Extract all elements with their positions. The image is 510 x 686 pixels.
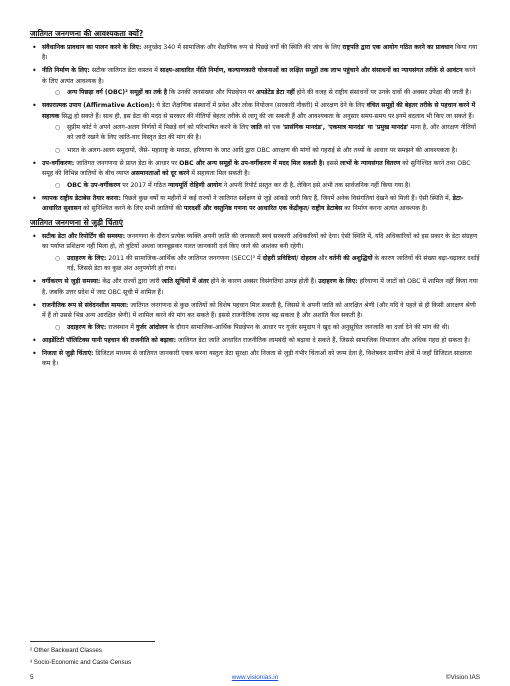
section-heading-concerns: जातिगत जनगणना से जुड़ी चिंताएं <box>30 218 123 228</box>
section-heading-need: जातिगत जनगणना की आवश्यकता क्यों? <box>30 29 144 38</box>
sub-list-item: ○ OBC के उप-वर्गीकरण पर 2017 में गठित न्यायमूर्ति रोहिणी आयोग ने अपनी रिपोर्ट प्रस्तुत कर दी है, लेकिन इसे अभी तक सार्वजनिक नहीं किया गया है। <box>42 181 480 191</box>
sub-list-item: ○ अन्य पिछड़ा वर्ग (OBC)² समूहों का तर्क है कि उनकी जनसंख्या और पिछड़ेपन पर अपडेटेड डेटा नहीं होने की वजह से राष्ट्रीय संसाधनों पर उनके दावों की अक्सर उपेक्षा की जाती है। <box>42 88 480 98</box>
list-item: • संवैधानिक प्रावधान का पालन करने के लिए: अनुच्छेद 340 में सामाजिक और शैक्षणिक रूप से पिछड़े वर्गों की स्थिति की जांच के लिए राष्ट्रपति द्वारा एक आयोग गठित करने का प्रावधान किया गया है। <box>30 43 480 64</box>
concerns-list <box>30 232 480 369</box>
list-item: • सकारात्मक उपाय (Affirmative Action): ये डेटा शैक्षणिक संस्थानों में प्रवेश और लोक नियोजन (सरकारी नौकरी) में आरक्षण देने के लिए वंचित समूहों की बेहतर तरीके से पहचान करने में सहायक सिद्ध हो सकते हैं। साथ ही, इस डेटा की मदद से सरकार की नीतियों बेहतर तरीके से लागू की जा सकती हैं और आवश्यकता के अनुसार समय-समय पर इनमें बदलाव भी किए जा सकते हैं। ○ सुप्रीम कोर्ट ने अपने अलग-अलग निर्णयों में पिछड़े वर्ग को परिभाषित करने के लिए जाति को एक 'प्रासंगिक मानदंड', 'एकमात्र मानदंड' या 'प्रमुख मानदंड' माना है, और आरक्षण नीतियों को जारी रखने के लिए जाति-वार विस्तृत डेटा की मांग की है। ○ भारत के अलग-अलग समुदायों, जैसे- महाराष्ट्र के मराठा, हरियाणा के जाट आदि द्वारा OBC आरक्षण की मांगों को गहराई से और तथ्यों के आधार पर समझने की आवश्यकता है। <box>30 101 480 156</box>
footnote-2: ² Other Backward Classes <box>30 647 102 654</box>
list-item: • राजनीतिक रूप से संवेदनशील मामला: जातिगत जनगणना से कुछ जातियों को विशेष पहचान मिल सकती है, जिससे वे अपनी जाति को आरक्षित श्रेणी (और यदि वे पहले से ही किसी आरक्षण श्रेणी में हैं तो उससे भिन्न अन्य आरक्षित श्रेणी) में शामिल करने की मांग कर सकते हैं। इससे राजनीतिक तनाव बढ़ सकता है और अशांति फैल सकती है। ○ उदाहरण के लिए: राजस्थान में गुर्जर आंदोलन के दौरान सामाजिक-आर्थिक पिछड़ेपन के आधार पर गुर्जर समुदाय ने खुद को अनुसूचित जनजाति का दर्जा देने की मांग की थी। <box>30 301 480 333</box>
list-item: • आइडेंटिटी पॉलिटिक्स यानी पहचान की राजनीति को बढ़ावा: जातिगत डेटा जाति आधारित राजनीतिक लामबंदी को बढ़ावा दे सकते हैं, जिससे सामाजिक विभाजन और अधिक गहरा हो सकता है। <box>30 336 480 346</box>
list-item: • निजता से जुड़ी चिंताएं: डिजिटल माध्यम से जातिगत जानकारी एकत्र करना वस्तुतः डेटा सुरक्षा और निजता से जुड़ी गंभीर चिंताओं को जन्म देता है, विशेषकर ग्रामीण क्षेत्रों में जहाँ डिजिटल साक्षरता कम है। <box>30 349 480 370</box>
list-item: • वर्गीकरण से जुड़ी समस्या: केंद्र और राज्यों द्वारा जारी जाति सूचियों में अंतर होने के कारण अक्सर विसंगतियां उत्पन्न होती हैं। उदाहरण के लिए: हरियाणा में जाटों को OBC में शामिल नहीं किया गया है, जबकि उत्तर प्रदेश में जाट OBC सूची में शामिल हैं। <box>30 277 480 298</box>
sub-list-item: ○ उदाहरण के लिए: राजस्थान में गुर्जर आंदोलन के दौरान सामाजिक-आर्थिक पिछड़ेपन के आधार पर गुर्जर समुदाय ने खुद को अनुसूचित जनजाति का दर्जा देने की मांग की थी। <box>42 323 480 333</box>
brand-label: ©Vision IAS <box>445 674 480 681</box>
sub-list-item: ○ सुप्रीम कोर्ट ने अपने अलग-अलग निर्णयों में पिछड़े वर्ग को परिभाषित करने के लिए जाति को एक 'प्रासंगिक मानदंड', 'एकमात्र मानदंड' या 'प्रमुख मानदंड' माना है, और आरक्षण नीतियों को जारी रखने के लिए जाति-वार विस्तृत डेटा की मांग की है। <box>42 123 480 144</box>
sub-list-item: ○ उदाहरण के लिए: 2011 की सामाजिक-आर्थिक और जातिगत जनगणना (SECC)³ में दोहरी प्रविष्टियां/ दोहराव और वर्तनी की अशुद्धियों के कारण जातियों की संख्या बढ़ा-चढ़ाकर दर्शाई गई, जिससे डेटा का कुछ अंश अनुपयोगी हो गया। <box>42 254 480 275</box>
list-item: • उप-वर्गीकरण: जातिगत जनगणना से प्राप्त डेटा के आधार पर OBC और अन्य समूहों के उप-वर्गीकरण में मदद मिल सकती है। इससे लाभों के न्यायसंगत वितरण को सुनिश्चित करने तथा OBC समूह की विभिन्न जातियों के बीच व्याप्त असमानताओं को दूर करने में सहायता मिल सकती है। ○ OBC के उप-वर्गीकरण पर 2017 में गठित न्यायमूर्ति रोहिणी आयोग ने अपनी रिपोर्ट प्रस्तुत कर दी है, लेकिन इसे अभी तक सार्वजनिक नहीं किया गया है। <box>30 159 480 191</box>
need-list <box>30 43 480 214</box>
page-number: 5 <box>30 674 34 681</box>
list-item: • व्यापक राष्ट्रीय डेटाबेस तैयार करना: पिछले कुछ वर्षों या महीनों में कई राज्यों ने जातिगत सर्वेक्षण से जुड़े आंकड़े जारी किए हैं, जिनमें अनेक विसंगतियां देखने को मिली हैं। ऐसी स्थिति में, डेटा-आधारित सुशासन को सुनिश्चित करने के लिए सभी जातियों की पारदर्शी और वस्तुनिष्ठ गणना पर आधारित एक केंद्रीकृत/ राष्ट्रीय डेटाबेस का निर्माण करना अत्यंत आवश्यक है। <box>30 194 480 215</box>
sub-list-item: ○ भारत के अलग-अलग समुदायों, जैसे- महाराष्ट्र के मराठा, हरियाणा के जाट आदि द्वारा OBC आरक्षण की मांगों को गहराई से और तथ्यों के आधार पर समझने की आवश्यकता है। <box>42 146 480 156</box>
list-item: • नीति निर्माण के लिए: सटीक जातिगत डेटा वास्तव में साक्ष्य-आधारित नीति निर्माण, कल्याणकारी योजनाओं का लक्षित समूहों तक लाभ पहुंचाने और संसाधनों का न्यायसंगत तरीके से आवंटन करने के लिए अत्यंत आवश्यक है। ○ अन्य पिछड़ा वर्ग (OBC)² समूहों का तर्क है कि उनकी जनसंख्या और पिछड़ेपन पर अपडेटेड डेटा नहीं होने की वजह से राष्ट्रीय संसाधनों पर उनके दावों की अक्सर उपेक्षा की जाती है। <box>30 66 480 98</box>
footnote-3: ³ Socio-Economic and Caste Census <box>30 659 132 666</box>
list-item: • सटीक डेटा और रिपोर्टिंग की समस्या: जनगणना के दौरान प्रत्येक व्यक्ति अपनी जाति की जानकारी स्वयं सरकारी अधिकारियों को देगा। ऐसी स्थिति में, यदि अधिकारियों को इस प्रकार के डेटा संग्रहण का पर्याप्त प्रशिक्षण नहीं मिला हो, तो त्रुटियों अथवा जानबूझकर गलत जानकारी दर्ज किए जाने की आशंका बनी रहेगी। ○ उदाहरण के लिए: 2011 की सामाजिक-आर्थिक और जातिगत जनगणना (SECC)³ में दोहरी प्रविष्टियां/ दोहराव और वर्तनी की अशुद्धियों के कारण जातियों की संख्या बढ़ा-चढ़ाकर दर्शाई गई, जिससे डेटा का कुछ अंश अनुपयोगी हो गया। <box>30 232 480 275</box>
website-link[interactable]: www.visionias.in <box>231 674 279 681</box>
footnote-divider <box>30 641 155 642</box>
